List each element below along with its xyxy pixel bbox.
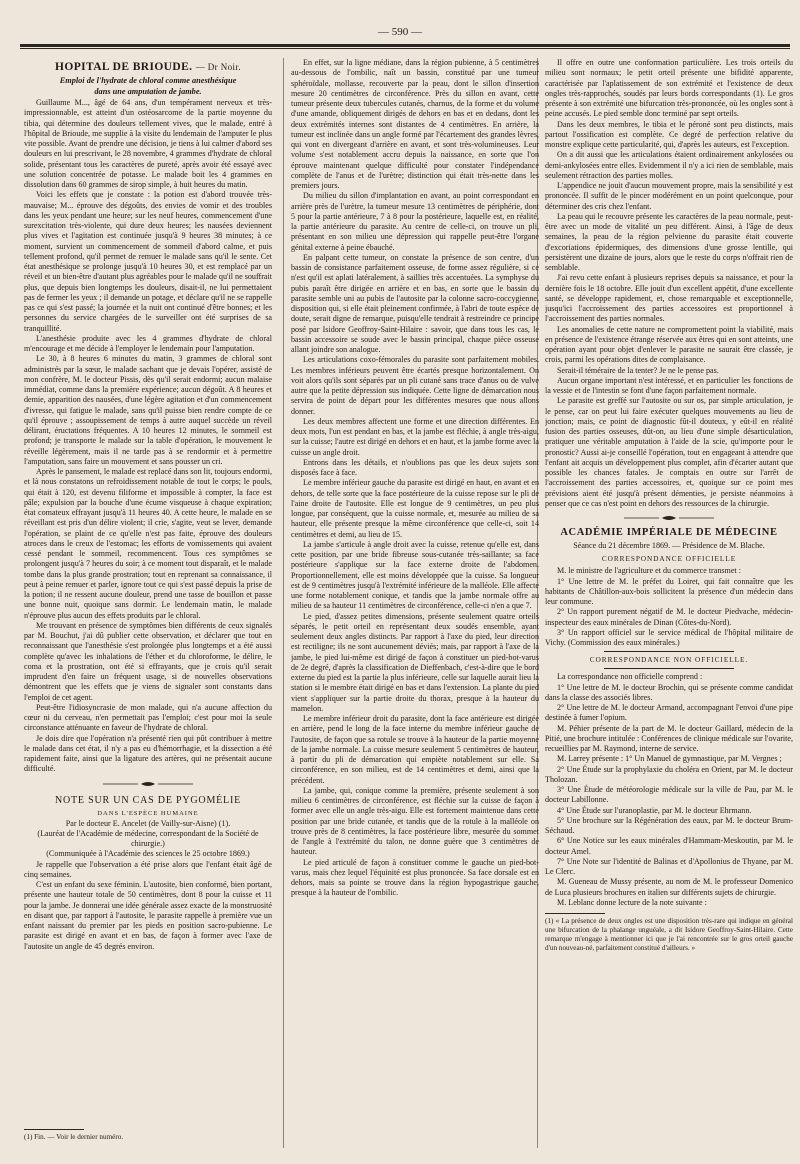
subsection-title: CORRESPONDANCE NON OFFICIELLE. [589,656,749,665]
session-line: Séance du 21 décembre 1869. — Présidence de M. Blache. [573,541,765,550]
paragraph: On a dit aussi que les articulations étaient ordinairement ankylosées ou demi-ankylosées entre elles. Evidemment il n'y a ici rien de semblable, mais seulement rétraction des parties molles. [545,150,793,180]
article-subtitle: dans une amputation de jambe. [94,87,202,96]
article-title: NOTE SUR UN CAS DE PYGOMÉLIE [54,794,241,806]
byline: Par le docteur E. Ancelet (de Vailly-sur-Aisne) (1). [65,818,231,828]
paragraph: Du milieu du sillon d'implantation en avant, au point correspondant en arrière près de l'urètre, la tumeur mesure 13 centimètres de périphérie, dont 5 pour la partie antérieure, 7 à 8 pour la postérieure, laquelle est, en réalité, la partie antérieure du parasite. Au centre de celle-ci, on trouve un pli, présentant en son milieu une dépression qui rappelle peut-être l'organe génital externe à peine ébauché. [291,191,539,252]
paragraph: 2° Un rapport purement négatif de M. le docteur Piedvache, médecin-inspecteur des eaux minérales de Dinan (Côtes-du-Nord). [545,607,793,627]
paragraph: Entrons dans les détails, et n'oublions pas que les deux sujets sont disposés face à face. [291,457,539,477]
paragraph: L'anesthésie produite avec les 4 grammes d'hydrate de chloral m'encourage et me décide à l'employer le lendemain pour l'amputation. [24,333,272,353]
paragraph: Les anomalies de cette nature ne compromettent point la viabilité, mais en présence de l'existence étrange réservée aux êtres qui en sont atteints, une opération ayant pour objet d'enlever le parasite ne saurait être classée, je crois, parmi les opérations dites de complaisance. [545,324,793,365]
paragraph: Le pied articulé de façon à constituer comme le gauche un pied-bot-varus, mais chez lequel l'équinité est plus prononcée. Sa face dorsale est en dehors, mais sa pointe se trouve dans la région hypogastrique gauche, presque à la hauteur de l'ombilic. [291,857,539,898]
paragraph: Le membre inférieur droit du parasite, dont la face antérieure est dirigée en arrière, pend le long de la face interne du membre inférieur gauche de l'autosite, de façon que sa rotule se trouve à la hauteur de la partie moyenne de la jambe normale. La cuisse mesure seulement 5 centimètres de hauteur, à partir du pli de démarcation qui empiète notablement sur elle. Sa circonférence, en son milieu, est de 14 centimètres et demi, ainsi que la précédent. [291,714,539,785]
paragraph: 3° Un rapport officiel sur le service médical de l'hôpital militaire de Vichy. (Commission des eaux minérales.) [545,627,793,647]
paragraph: Après le pansement, le malade est replacé dans son lit, toujours endormi, et là nous constatons un refroidissement notable de tout le corps; le pouls, qui était à 120, est devenu filiforme et impossible à compter, la face est pâle; expulsion par la bouche d'une écume visqueuse à chaque expiration; état comateux effrayant jusqu'à 11 heures 40. A cette heure, le malade en se réveillant est pris d'un délire violent; il crie, s'agite, veut se lever, demande l'opération, se plaint de ce qu'elle n'est pas faite, éprouve des douleurs atroces dans le creux de l'estomac; les efforts de vomissements qui avaient cessé pendant le sommeil, recommencent. Tous ces symptômes se prolongent jusqu'à 7 heures du soir; à ce moment tout disparaît, et le malade tombe dans la plus grande prostration; tout en reprenant sa connaissance, il peut à peine remuer et parler, ignore tout ce qui s'est passé depuis la prise de la potion; il ne ressent aucune douleur, prend une tasse de bouillon et passe une bonne nuit, quoique sans dormir. Le lendemain matin, le malade n'éprouve plus aucun des effets produits par le chloral. [24,467,272,620]
paragraph: Guillaume M..., âgé de 64 ans, d'un tempérament nerveux et très-impressionnable, est atteint d'un ostéosarcome de la partie moyenne du tibia, qui détermine des douleurs tellement vives, que le malade, entré à l'hôpital de Brioude, me supplie à la visite du lendemain de l'amputer le plus vite possible. Avant de prendre une décision, je tiens à lui calmer d'abord ses douleurs en lui prescrivant, le 28 novembre, 4 grammes d'hydrate de chloral solide, présentant tous les caractères de pureté, après avoir été essayé avec une solution concentrée de potasse. Le malade boit les 4 grammes en dissolution dans 60 grammes de sirop simple, à huit heures du matin. [24,98,272,189]
paragraph: Le pied, d'assez petites dimensions, présente seulement quatre orteils séparés, le petit orteil en représentant deux soudés ensemble, ayant seulement deux angles distincts. Par rapport à l'axe du pied, leur direction est rectiligne; ils ne sont aucunement déviés; mais, par rapport à l'axe de la jambe, le pied lui-même est dirigé de façon à constituer un pied-bot-varus de 2e degré, d'après la classification de Dieffenbach, c'est-à-dire que le bord externe du pied est la partie la plus inférieure, celle sur laquelle aurait lieu la station si le membre était dirigé en bas et dans l'extension. La plante du pied vient s'appliquer sur la partie droite du thorax, presque à la hauteur du mamelon. [291,611,539,713]
section-rule [604,668,734,669]
paragraph: La jambe s'articule à angle droit avec la cuisse, retenue qu'elle est, dans cette position, par une bride fibreuse sous-cutanée très-saillante; sa face postérieure s'applique sur la face externe droite de l'abdomen. Proportionnellement, elle est moins développée que la cuisse. Sa longueur est de 9 centimètres jusqu'à l'extrémité inférieure de la malléole. Elle affecte une forme notablement conique, et tandis que la jambe normale offre au milieu de sa hauteur 11 centimètres de circonférence, celle-ci n'en a que 7. [291,539,539,611]
paragraph: M. Péhier présente de la part de M. le docteur Gaillard, médecin de la Pitié, une brochure intitulée : Conférences de clinique médicale sur l'ovarite, recueillies par M. Raymond, interne de service. [545,723,793,753]
paragraph: Aucun organe important n'est intéressé, et en particulier les fonctions de la vessie et de l'intestin se font d'une façon parfaitement normale. [545,375,793,395]
column-left [24,58,272,1120]
paragraph: En effet, sur la ligne médiane, dans la région pubienne, à 5 centimètres au-dessous de l'ombilic, naît un bassin, constitué par une tumeur sphéroïdale, mollasse, recouverte par la peau, dont le sillon d'insertion mesure 20 centimètres de circonférence. Près du sillon en avant, cette tumeur présente deux tubercules cutanés, charnus, de la forme et du volume d'une amande, obliquement dirigés de dehors en bas et en dedans, dont les deux extrémités internes sont distantes de 4 centimètres. En arrière, la tumeur est inclinée dans un angle formé par l'écartement des grandes lèvres, qui vont en divergeant d'arrière en avant, et sont très-volumineuses. Leur volume s'est notablement accru depuis la naissance, en sorte que l'on éprouve maintenant quelque difficulté pour constater l'indépendance complète de l'anus et de l'urètre; distinction qui était très-nette dans les premiers jours. [291,58,539,190]
paragraph: Le membre inférieur gauche du parasite est dirigé en haut, en avant et en dehors, de telle sorte que la face postérieure de la cuisse repose sur le pli de l'aine droite de l'autosite. Elle est longue de 9 centimètres, un peu plus longue, par conséquent, que la cuisse normale, et, mesurée au milieu de sa hauteur, elle présente presque la même circonférence que celle-ci, soit 14 centimètres et demi, au lieu de 15. [291,478,539,539]
paragraph: La peau qui le recouvre présente les caractères de la peau normale, peut-être avec un mode de vitalité un peu différent. Ainsi, à l'âge de deux semaines, la peau de la région pelvienne du parasite était couverte d'excoriations épidermiques, des dimensions d'une grosse lentille, qui persistèrent une dizaine de jours, alors que le reste du corps n'offrait rien de semblable. [545,211,793,272]
byline-note: (Lauréat de l'Académie de médecine, correspondant de la Société de chirurgie.) [37,828,259,848]
paragraph: Voici les effets que je constate : la potion est d'abord trouvée très-mauvaise; M... éprouve des dégoûts, des envies de vomir et des troubles dans les yeux pendant une heure; sur les neuf heures, commencement d'une surexcitation très-violente, qui dure deux heures; les nausées deviennent plus vives et l'agitation est continuée jusqu'à 9 heures 38 minutes; à ce moment, survient un commencement de sommeil d'abord calme, et puis tellement profond, qu'il permet de remuer le malade sans qu'il le sente. Cet état anesthésique se prolonge jusqu'à 10 heures 30, et est remplacé par un réveil et un bien-être d'autant plus agréables pour le malade qu'il ne souffrait plus, que depuis bien longtemps les douleurs, disait-il, ne lui permettaient pas de fermer les yeux ; il demande un potage, et déclare qu'il ne se rappelle pas ce qui s'est passé; la journée et la nuit ont continué d'être bonnes; et les personnes du service chargées de le surveiller ont été surprises de sa tranquillité. [24,190,272,333]
paragraph: 6° Une Notice sur les eaux minérales d'Hammam-Meskoutin, par M. le docteur Amel. [545,836,793,856]
column-middle [291,58,539,1158]
footnote: (1) « La présence de deux ongles est une disposition très-rare qui indique en général une bifurcation de la phalange unguéale, a dit Isidore Geoffroy-Saint-Hilaire. Cette remarque m'engage à mentionner ici que je l'ai rencontrée sur le gros orteil gauche d'un nouveau-né, parfaitement constitué d'ailleurs. » [545,917,793,952]
article-subtitle: Emploi de l'hydrate de chloral comme anesthésique [59,76,237,85]
paragraph: M. le ministre de l'agriculture et du commerce transmet : [557,566,741,576]
column-divider [283,58,284,1148]
subsection-title: CORRESPONDANCE OFFICIELLE [601,555,737,564]
paragraph: La correspondance non officielle comprend : [557,672,703,682]
footnote-rule [24,1129,84,1130]
paragraph: 7° Une Note sur l'identité de Balinas et d'Apollonius de Thyane, par M. Le Clerc. [545,856,793,876]
byline-note: (Communiquée à l'Académie des sciences le 25 octobre 1869.) [46,849,250,859]
paragraph: C'est un enfant du sexe féminin. L'autosite, bien conformé, bien portant, présente une hauteur totale de 50 centimètres, dont 8 pour la cuisse et 11 pour la jambe. Je donnerai une idée générale assez exacte de la monstruosité en disant que, par rapport à l'autosite, le parasite rappelle à première vue un enfant naissant du premier par les pieds en position sacro-pubienne. Le parasite est dirigé en avant et en bas, de façon à former avec l'axe de l'autosite un angle de 45 degrés environ. [24,880,272,951]
paragraph: Serait-il téméraire de la tenter? Je ne le pense pas. [557,365,719,375]
header-rule [20,44,790,47]
paragraph: 3° Une Étude de météorologie médicale sur la ville de Pau, par M. le docteur Labillonne. [545,785,793,805]
paragraph: 4° Une Étude sur l'uranoplastie, par M. le docteur Ehrmann. [557,805,752,815]
paragraph: Le parasite est greffé sur l'autosite ou sur os, par simple articulation, je le pense, car on peut lui faire exécuter quelques mouvements au lieu de jonction; mais, ce point de diagnostic fût-il douteux, y eût-il en réalité fusion des parties osseuses, dût-on, au lieu d'une simple désarticulation, pratiquer une véritable amputation à l'aide de la scie, qu'importe pour le pronostic? Aussi ai-je conseillé l'opération, tout en engageant à attendre que l'enfant ait acquis un développement plus complet, afin d'écarter autant que possible les chances fatales. Je comptais en outre sur l'arrêt de l'accroissement des parties accessoires, et, quoique sur ce point mes prévisions aient été jusqu'à présent démenties, je persiste néanmoins à penser que ce cas n'est point en dehors des ressources de la chirurgie. [545,396,793,508]
paragraph: 1° Une lettre de M. le préfet du Loiret, qui fait connaître que les habitants de Châtillon-aux-bois sollicitent la présence d'un médecin dans leur commune. [545,576,793,606]
header-rule-thin [20,48,790,49]
footnote-area [24,1124,272,1142]
paragraph: 5° Une brochure sur la Régénération des eaux, par M. le docteur Brum-Séchaud. [545,815,793,835]
paragraph: L'appendice ne jouit d'aucun mouvement propre, mais la sensibilité y est prononcée. Il suffit de le pincer modérément en un point quelconque, pour déterminer des cris chez l'enfant. [545,181,793,211]
paragraph: Dans les deux membres, le tibia et le péroné sont peu distincts, mais partout l'ossification est complète. Ce degré de perfection relative du monstre explique cette particularité, qui, d'après les auteurs, est l'exception. [545,119,793,149]
paragraph: Me trouvant en présence de symptômes bien différents de ceux signalés par M. Bouchut, j'ai dû publier cette observation, et déclarer que tout en reconnaissant que l'anesthésie s'est prolongée plus longtemps et a été aussi complète qu'avec les inhalations de l'éther et du chloroforme, le délire, le coma et la prostration, ont été si effrayants, que je crois qu'il serait imprudent d'en faire un fréquent usage, si de nouvelles observations démontrent que les effets que je viens de signaler sont constants dans l'emploi de cet agent. [24,620,272,702]
paragraph: Je rappelle que l'observation a été prise alors que l'enfant était âgé de cinq semaines. [24,859,272,879]
paragraph: J'ai revu cette enfant à plusieurs reprises depuis sa naissance, et pour la dernière fois le 18 octobre. Elle jouit d'un excellent appétit, d'une excellente santé, se développe rapidement, et, chose remarquable et exceptionnelle, jusqu'ici l'accroissement des parties accessoires est proportionnel à l'accroissement des parties normales. [545,273,793,324]
paragraph: Je dois dire que l'opération n'a présenté rien qui pût contribuer à mettre le malade dans cet état, il n'y a pas eu d'hémorrhagie, et la dissection a été rapidement faite, ainsi que la ligature des artères, qui ne présentait aucune difficulté. [24,733,272,774]
ornament-divider [624,515,714,521]
paragraph: Les deux membres affectent une forme et une direction différentes. En deux mots, l'un est pendant en bas, et la jambe est fléchie, à angle très-aigu, sur la cuisse; l'autre est dirigé en dehors et en haut, et la jambe forme avec la cuisse un angle droit. [291,416,539,457]
paragraph: Peut-être l'idiosyncrasie de mon malade, qui n'a aucune affection du cœur ni du cerveau, n'en permettait pas l'emploi; c'est pour moi la seule circonstance atténuante en faveur de l'hydrate de chloral. [24,702,272,733]
paragraph: M. Gueneau de Mussy présente, au nom de M. le professeur Domenico de Luca plusieurs brochures en italien sur différents sujets de chirurgie. [545,877,793,897]
paragraph: Il offre en outre une conformation particulière. Les trois orteils du milieu sont normaux; le petit orteil présente une bifidité apparente, caractérisée par l'aplatissement de son extrémité et l'existence de deux ongles très-rapprochés, soudés par leurs bords correspondants (1). Le gros présente à son extrémité une bifurcation très-prononcée, où les ongles sont à peine accusés. Le pied semble donc terminé par sept orteils. [545,58,793,119]
paragraph: M. Larrey présente : 1° Un Manuel de gymnastique, par M. Vergnes ; [557,754,782,764]
paragraph: 1° Une lettre de M. le docteur Brochin, qui se présente comme candidat dans la classe des associés libres. [545,682,793,702]
section-title: ACADÉMIE IMPÉRIALE DE MÉDECINE [560,527,778,538]
paragraph: Le 30, à 8 heures 6 minutes du matin, 3 grammes de chloral sont administrés par la sœur, le malade sachant que je devais l'opérer, assisté de mon confrère, M. le docteur Pissis, dès qu'il serait endormi; aucun malaise immédiat, comme dans la première expérience; aucun dégoût. A 8 heures et demie, apparition des nausées, d'une légère agitation et d'un commencement d'ivresse, qui fatigue le malade, sans qu'il puisse bien rendre compte de ce qu'il éprouve ; assoupissement de temps à autre auquel succède un réveil délirant, éructations fréquentes. A 10 heures 12 minutes, le sommeil est profond; je transporte le malade sur la table d'opération, le mouvement le réveille légèrement, mais il ne tarde pas à se rendormir et à permettre l'amputation, sans faire un mouvement et sans pousser un cri. [24,354,272,466]
section-rule [604,651,734,652]
paragraph: 2° Une lettre de M. le docteur Armand, accompagnant l'envoi d'une pipe destinée à fumer l'opium. [545,703,793,723]
footnote-rule [545,913,605,914]
column-right [545,58,793,1158]
paragraph: 2° Une Étude sur la prophylaxie du choléra en Orient, par M. le docteur Tholozan. [545,764,793,784]
page-number: — 590 — [378,26,422,38]
paragraph: La jambe, qui, conique comme la première, présente seulement à son milieu 6 centimètres de circonférence, est fléchie sur la cuisse de façon à former avec elle un angle très-aigu. Elle est fortement maintenue dans cette position par une bride cutanée, et tandis que de la rotule à la malléole on trouve près de 8 centimètres, la face postérieure libre, mesurée du sommet de l'angle à l'extrémité du talon, ne donne guère que 3 centimètres de hauteur. [291,785,539,857]
paragraph: Les articulations coxo-fémorales du parasite sont parfaitement mobiles. Les membres inférieurs peuvent être écartés presque horizontalement. On voit alors qu'ils sont séparés par un pli cutané sans trace d'anus ou de vulve autre que la petite dépression sus indiquée. Cette ligne de démarcation nous servira de point de départ pour les différentes mesures que nous allons donner. [291,355,539,416]
paragraph: M. Leblanc donne lecture de la note suivante : [557,897,707,907]
paragraph: En palpant cette tumeur, on constate la présence de son centre, d'un bassin de consistance parfaitement osseuse, de forme assez régulière, si ce n'est qu'il est aplati latéralement, à saillies très accentuées. La symphyse du pubis paraît être dirigée en arrière et en bas, en sorte que le bassin du parasite semble uni au pubis de l'autosite par la colonne sacro-coccygienne, disposition qui, si elle était pleinement confirmée, à l'abri de toute espèce de doute, serait digne de remarque, puisqu'elle tendrait à restreindre ce principe posé par Isidore Geoffroy-Saint-Hilaire : savoir, que dans tous les cas, le bassin accessoire se soude avec le bassin principal, chaque pièce osseuse allant joindre son analogue. [291,252,539,354]
ornament-divider [103,781,193,787]
article-title: HOPITAL DE BRIOUDE. — Dr Noir. [55,61,241,73]
footnote: (1) Fin. — Voir le dernier numéro. [24,1133,124,1141]
article-subtitle: DANS L'ESPÈCE HUMAINE [97,809,199,817]
